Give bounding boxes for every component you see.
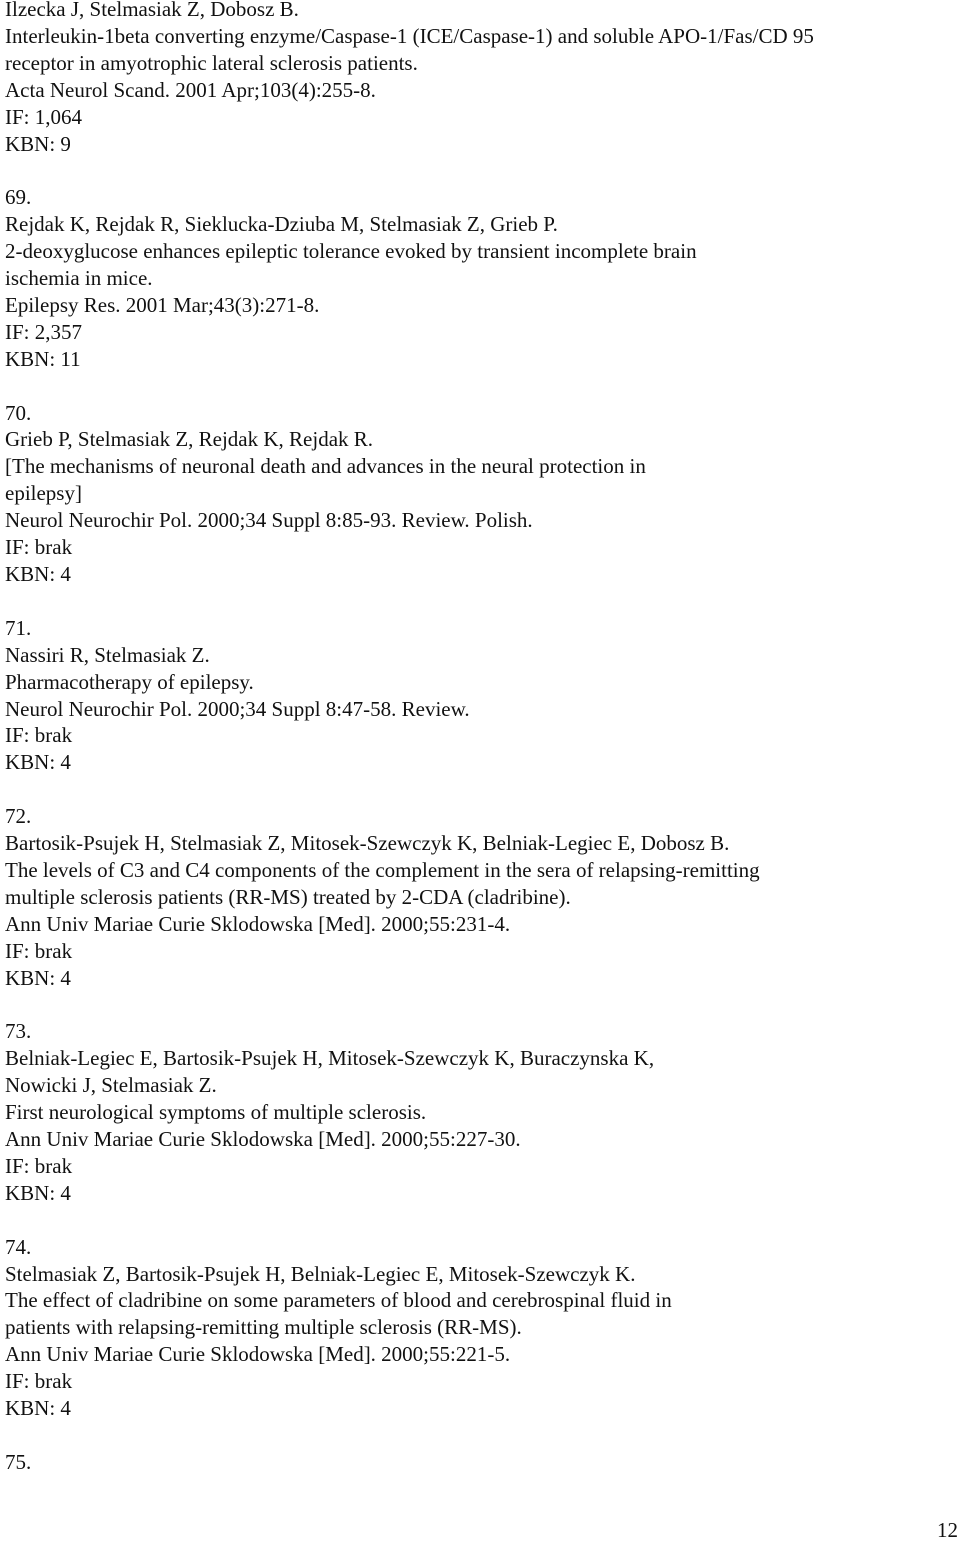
- reference-line: Pharmacotherapy of epilepsy.: [5, 669, 254, 694]
- reference-line: Nassiri R, Stelmasiak Z.: [5, 642, 210, 667]
- reference-line: Interleukin-1beta converting enzyme/Caspase-1 (ICE/Caspase-1) and soluble APO-1/Fas/CD 95: [5, 23, 814, 48]
- reference-entry: [5, 184, 935, 372]
- reference-entry: [5, 400, 935, 588]
- reference-line: KBN: 9: [5, 131, 71, 156]
- reference-line: IF: brak: [5, 1153, 73, 1178]
- entry-spacer: [5, 776, 935, 803]
- reference-line: IF: brak: [5, 535, 73, 560]
- reference-line: Bartosik-Psujek H, Stelmasiak Z, Mitosek-Szewczyk K, Belniak-Legiec E, Dobosz B.: [5, 831, 730, 856]
- reference-line: IF: brak: [5, 1369, 73, 1394]
- reference-line: IF: brak: [5, 938, 73, 963]
- reference-line: ischemia in mice.: [5, 266, 153, 291]
- reference-line: Ann Univ Mariae Curie Sklodowska [Med]. 2000;55:221-5.: [5, 1342, 511, 1367]
- reference-line: Ann Univ Mariae Curie Sklodowska [Med]. 2000;55:227-30.: [5, 1126, 521, 1151]
- reference-entry: [5, 0, 935, 157]
- reference-line: multiple sclerosis patients (RR-MS) treated by 2-CDA (cladribine).: [5, 884, 571, 909]
- reference-entry: [5, 1018, 935, 1206]
- reference-entry: [5, 615, 935, 776]
- reference-line: epilepsy]: [5, 481, 82, 506]
- entry-spacer: [5, 991, 935, 1018]
- reference-number: 74.: [5, 1234, 32, 1259]
- reference-line: KBN: 4: [5, 1396, 71, 1421]
- reference-line: [The mechanisms of neuronal death and advances in the neural protection in: [5, 454, 646, 479]
- reference-number: 71.: [5, 615, 32, 640]
- reference-line: KBN: 11: [5, 346, 81, 371]
- reference-line: receptor in amyotrophic lateral sclerosis patients.: [5, 50, 418, 75]
- reference-line: patients with relapsing-remitting multiple sclerosis (RR-MS).: [5, 1315, 522, 1340]
- reference-line: KBN: 4: [5, 965, 71, 990]
- reference-line: Ann Univ Mariae Curie Sklodowska [Med]. 2000;55:231-4.: [5, 911, 511, 936]
- reference-line: Epilepsy Res. 2001 Mar;43(3):271-8.: [5, 292, 320, 317]
- reference-line: KBN: 4: [5, 1180, 71, 1205]
- reference-line: Acta Neurol Scand. 2001 Apr;103(4):255-8.: [5, 77, 376, 102]
- entry-spacer: [5, 373, 935, 400]
- reference-line: KBN: 4: [5, 562, 71, 586]
- reference-line: IF: 1,064: [5, 104, 83, 129]
- reference-entry: [5, 803, 935, 991]
- reference-line: KBN: 4: [5, 750, 71, 775]
- reference-line: Stelmasiak Z, Bartosik-Psujek H, Belniak-Legiec E, Mitosek-Szewczyk K.: [5, 1261, 636, 1286]
- reference-line: First neurological symptoms of multiple sclerosis.: [5, 1100, 427, 1125]
- entry-spacer: [5, 1207, 935, 1234]
- reference-number: 73.: [5, 1019, 32, 1044]
- reference-entry: [5, 1449, 935, 1476]
- reference-line: The effect of cladribine on some parameters of blood and cerebrospinal fluid in: [5, 1288, 672, 1313]
- reference-entry: [5, 1234, 935, 1422]
- reference-number: 72.: [5, 804, 32, 829]
- page-number: 12: [937, 1518, 958, 1542]
- reference-line: The levels of C3 and C4 components of the complement in the sera of relapsing-remitting: [5, 857, 760, 882]
- entry-spacer: [5, 588, 935, 615]
- reference-number: 75.: [5, 1449, 32, 1474]
- entry-spacer: [5, 157, 935, 184]
- reference-number: 70.: [5, 400, 32, 425]
- reference-line: Neurol Neurochir Pol. 2000;34 Suppl 8:85-93. Review. Polish.: [5, 508, 533, 533]
- reference-line: IF: brak: [5, 723, 73, 748]
- reference-line: 2-deoxyglucose enhances epileptic tolerance evoked by transient incomplete brain: [5, 239, 697, 264]
- entry-spacer: [5, 1422, 935, 1449]
- reference-line: Nowicki J, Stelmasiak Z.: [5, 1073, 217, 1098]
- reference-line: IF: 2,357: [5, 319, 83, 344]
- reference-line: Ilzecka J, Stelmasiak Z, Dobosz B.: [5, 0, 299, 21]
- reference-line: Rejdak K, Rejdak R, Sieklucka-Dziuba M, Stelmasiak Z, Grieb P.: [5, 212, 558, 237]
- reference-line: Neurol Neurochir Pol. 2000;34 Suppl 8:47-58. Review.: [5, 696, 470, 721]
- reference-number: 69.: [5, 185, 32, 210]
- reference-line: Belniak-Legiec E, Bartosik-Psujek H, Mitosek-Szewczyk K, Buraczynska K,: [5, 1046, 655, 1071]
- reference-list: [5, 0, 935, 1476]
- reference-line: Grieb P, Stelmasiak Z, Rejdak K, Rejdak R.: [5, 427, 374, 452]
